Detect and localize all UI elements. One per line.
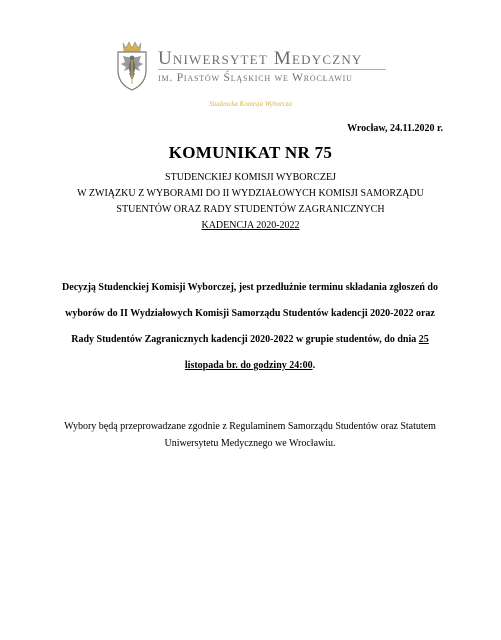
body-line: [40, 327, 460, 353]
deadline-time: listopada br. do godziny 24:00: [184, 360, 313, 371]
document-title: KOMUNIKAT NR 75: [168, 143, 333, 162]
university-logo: [112, 40, 402, 100]
university-name: Uniwersytet Medyczny: [158, 48, 363, 69]
commission-tag: Studencka Komisja Wyborcza: [209, 100, 292, 108]
document-subtitle: [0, 170, 501, 234]
subtitle-line: KADENCJA 2020-2022: [201, 220, 300, 231]
body-line-text: Rady Studentów Zagranicznych kadencji 2020-2022 w grupie studentów, do dnia: [71, 334, 419, 345]
university-crest-icon: [112, 40, 152, 92]
header-divider: [158, 69, 386, 70]
university-subtitle: im. Piastów Śląskich we Wrocławiu: [158, 72, 353, 84]
subtitle-line: STUENTÓW ORAZ RADY STUDENTÓW ZAGRANICZNYCH: [116, 204, 385, 215]
subtitle-line: W ZWIĄZKU Z WYBORAMI DO II WYDZIAŁOWYCH KOMISJI SAMORZĄDU: [77, 188, 424, 199]
regulation-note: [40, 418, 460, 452]
footer-line: Uniwersytetu Medycznego we Wrocławiu.: [164, 438, 336, 449]
body-line: wyborów do II Wydziałowych Komisji Samorządu Studentów kadencji 2020-2022 oraz: [65, 308, 435, 319]
body-line: [40, 353, 460, 379]
date-line: Wrocław, 24.11.2020 r.: [347, 123, 443, 134]
body-line-text: .: [312, 360, 316, 371]
deadline-day: 25: [418, 334, 429, 345]
body-line: Decyzją Studenckiej Komisji Wyborczej, jest przedłużnie terminu składania zgłoszeń do: [62, 282, 438, 293]
announcement-body: [40, 275, 460, 379]
subtitle-line: STUDENCKIEJ KOMISJI WYBORCZEJ: [165, 172, 336, 183]
footer-line: Wybory będą przeprowadzane zgodnie z Regulaminem Samorządu Studentów oraz Statutem: [64, 421, 436, 432]
